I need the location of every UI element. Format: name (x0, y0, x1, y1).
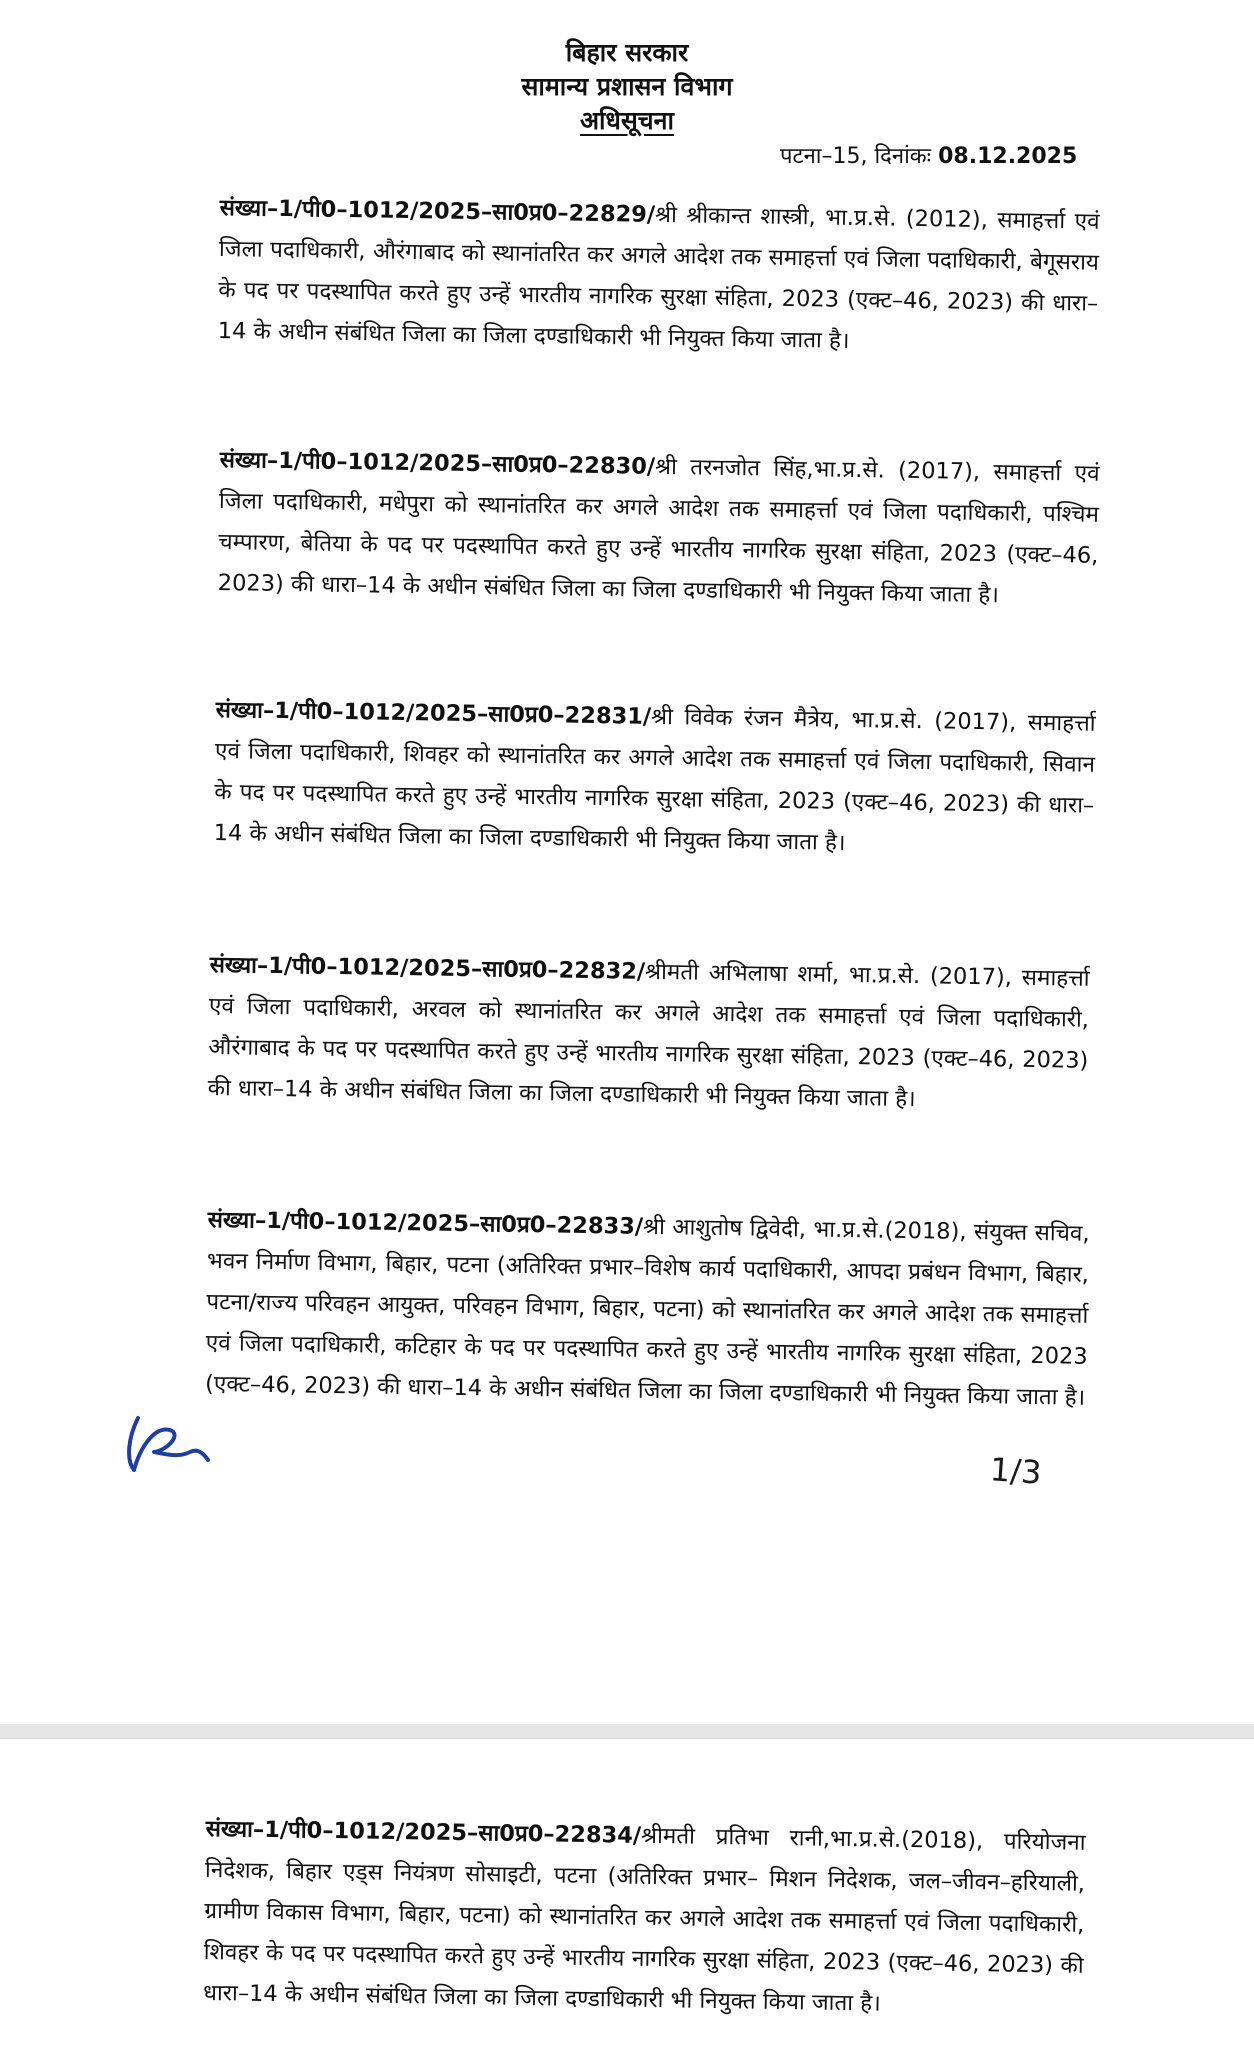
order-ref-5: संख्या–1/पी0–1012/2025–सा0प्र0–22833/ (207, 1206, 644, 1240)
government-title: बिहार सरकार (565, 38, 689, 67)
order-text-5: श्री आशुतोष द्विवेदी, भा.प्र.से.(2018), संयुक्त सचिव, भवन निर्माण विभाग, बिहार, पटना (अतिरिक्त प्रभार–विशेष कार्य पदाधिकारी, आपदा प्रबंधन विभाग, बिहार, पटना/राज्य परिवहन आयुक्त, परिवहन विभाग, बिहार, पटना) को स्थानांतरित कर अगले आदेश तक समाहर्त्ता एवं जिला पदाधिकारी, कटिहार के पद पर पदस्थापित करते हुए उन्हें भारतीय नागरिक सुरक्षा संहिता, 2023 (एक्ट–46, 2023) की धारा–14 के अधीन संबंधित जिला का जिला दण्डाधिकारी भी नियुक्त किया जाता है। (204, 1213, 1090, 1411)
department-title: सामान्य प्रशासन विभाग (521, 72, 733, 101)
order-text-1: श्री श्रीकान्त शास्त्री, भा.प्र.से. (2012), समाहर्त्ता एवं जिला पदाधिकारी, औरंगाबाद को स्थानांतरित कर अगले आदेश तक समाहर्त्ता एवं जिला पदाधिकारी, बेगूसराय के पद पर पदस्थापित करते हुए उन्हें भारतीय नागरिक सुरक्षा संहिता, 2023 (एक्ट–46, 2023) की धारा–14 के अधीन संबंधित जिला का जिला दण्डाधिकारी भी नियुक्त किया जाता है। (217, 201, 1100, 354)
order-text-6: श्रीमती प्रतिभा रानी,भा.प्र.से.(2018), परियोजना निदेशक, बिहार एड्स नियंत्रण सोसाइटी, पटना (अतिरिक्त प्रभार– मिशन निदेशक, जल–जीवन–हरियाली, ग्रामीण विकास विभाग, बिहार, पटना) को स्थानांतरित कर अगले आदेश तक समाहर्त्ता एवं जिला पदाधिकारी, शिवहर के पद पर पदस्थापित करते हुए उन्हें भारतीय नागरिक सुरक्षा संहिता, 2023 (एक्ट–46, 2023) की धारा–14 के अधीन संबंधित जिला का जिला दण्डाधिकारी भी नियुक्त किया जाता है। (202, 1822, 1086, 2017)
order-ref-6: संख्या–1/पी0–1012/2025–सा0प्र0–22834/ (205, 1815, 642, 1849)
signature-stroke (129, 1418, 208, 1470)
order-text-2: श्री तरनजोत सिंह,भा.प्र.से. (2017), समाहर्त्ता एवं जिला पदाधिकारी, मधेपुरा को स्थानांतरित कर अगले आदेश तक समाहर्त्ता एवं जिला पदाधिकारी, पश्चिम चम्पारण, बेतिया के पद पर पदस्थापित करते हुए उन्हें भारतीय नागरिक सुरक्षा संहिता, 2023 (एक्ट–46, 2023) की धारा–14 के अधीन संबंधित जिला का जिला दण्डाधिकारी भी नियुक्त किया जाता है। (217, 453, 1100, 609)
order-paragraph-4 (207, 945, 1089, 1123)
handwritten-initials-signature (120, 1408, 210, 1478)
place-label: पटना–15, दिनांकः (780, 144, 932, 169)
order-paragraph-2 (217, 440, 1099, 618)
page-number: 1/3 (988, 1450, 1043, 1492)
document-page-2 (0, 1738, 1254, 2049)
order-paragraph-5 (205, 1200, 1090, 1419)
notification-heading-text: अधिसूचना (579, 106, 675, 135)
order-text-3: श्री विवेक रंजन मैत्रेय, भा.प्र.से. (2017), समाहर्त्ता एवं जिला पदाधिकारी, शिवहर को स्थानांतरित कर अगले आदेश तक समाहर्त्ता एवं जिला पदाधिकारी, सिवान के पद पर पदस्थापित करते हुए उन्हें भारतीय नागरिक सुरक्षा संहिता, 2023 (एक्ट–46, 2023) की धारा–14 के अधीन संबंधित जिला का जिला दण्डाधिकारी भी नियुक्त किया जाता है। (213, 703, 1096, 856)
order-ref-4: संख्या–1/पी0–1012/2025–सा0प्र0–22832/ (209, 951, 646, 985)
order-paragraph-6 (203, 1809, 1086, 2028)
place-date-line (780, 142, 1077, 172)
order-paragraph-3 (213, 690, 1095, 868)
order-text-4: श्रीमती अभिलाषा शर्मा, भा.प्र.से. (2017), समाहर्त्ता एवं जिला पदाधिकारी, अरवल को स्थानांतरित कर अगले आदेश तक समाहर्त्ता एवं जिला पदाधिकारी, औरंगाबाद के पद पर पदस्थापित करते हुए उन्हें भारतीय नागरिक सुरक्षा संहिता, 2023 (एक्ट–46, 2023) की धारा–14 के अधीन संबंधित जिला का जिला दण्डाधिकारी भी नियुक्त किया जाता है। (207, 958, 1090, 1113)
notification-heading (0, 104, 1254, 138)
order-ref-2: संख्या–1/पी0–1012/2025–सा0प्र0–22830/ (219, 446, 656, 480)
order-ref-3: संख्या–1/पी0–1012/2025–सा0प्र0–22831/ (215, 696, 652, 730)
order-paragraph-1 (217, 188, 1099, 366)
order-ref-1: संख्या–1/पी0–1012/2025–सा0प्र0–22829/ (219, 194, 656, 228)
notice-date: 08.12.2025 (938, 144, 1078, 169)
page-separator (0, 1724, 1254, 1738)
